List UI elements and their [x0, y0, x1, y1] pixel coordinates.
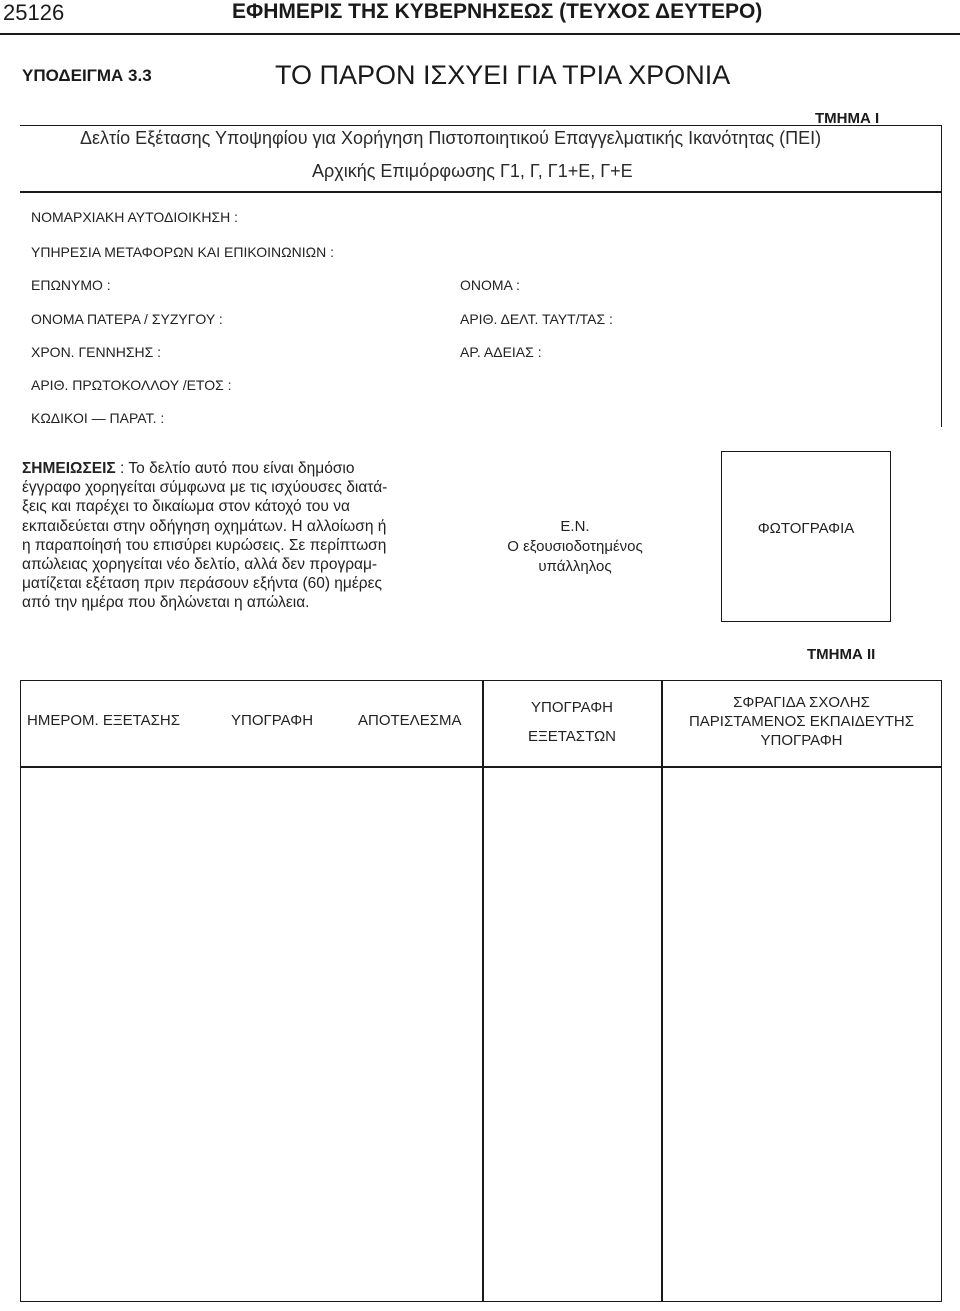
col-school-stamp-line1: ΣΦΡΑΓΙΔΑ ΣΧΟΛΗΣ [733, 694, 870, 711]
form-subtitle: Αρχικής Επιμόρφωσης Γ1, Γ, Γ1+Ε, Γ+Ε [312, 161, 633, 181]
notes-block [22, 459, 422, 613]
authorized-employee-role: υπάλληλος [538, 558, 612, 575]
notes-label: ΣΗΜΕΙΩΣΕΙΣ [22, 460, 116, 477]
authorized-employee-block [460, 517, 690, 577]
field-surname: ΕΠΩΝΥΜΟ : [31, 277, 111, 293]
authorized-employee-title: Ο εξουσιοδοτημένος [507, 538, 643, 555]
col-result: ΑΠΟΤΕΛΕΣΜΑ [358, 712, 462, 729]
field-id-number: ΑΡΙΘ. ΔΕΛΤ. ΤΑΥΤ/ΤΑΣ : [460, 311, 613, 327]
form-title: Δελτίο Εξέτασης Υποψηφίου για Χορήγηση Πιστοποιητικού Επαγγελματικής Ικανότητας (ΠΕΙ) [80, 128, 822, 148]
col-signature: ΥΠΟΓΡΑΦΗ [231, 712, 314, 729]
field-protocol-number: ΑΡΙΘ. ΠΡΩΤΟΚΟΛΛΟΥ /ΕΤΟΣ : [31, 377, 232, 393]
validity-notice: ΤΟ ΠΑΡΟΝ ΙΣΧΥΕΙ ΓΙΑ ΤΡΙΑ ΧΡΟΝΙΑ [275, 60, 731, 90]
field-prefecture: ΝΟΜΑΡΧΙΑΚΗ ΑΥΤΟΔΙΟΙΚΗΣΗ : [31, 209, 239, 225]
form-title-divider [20, 191, 942, 193]
col-exam-date: ΗΜΕΡΟΜ. ΕΞΕΤΑΣΗΣ [27, 712, 181, 729]
field-license-number: ΑΡ. ΑΔΕΙΑΣ : [460, 344, 542, 360]
col-examiners-signature [483, 693, 661, 751]
authorized-employee-initials: Ε.Ν. [560, 518, 590, 535]
gazette-title: ΕΦΗΜΕΡΙΣ ΤΗΣ ΚΥΒΕΡΝΗΣΕΩΣ (ΤΕΥΧΟΣ ΔΕΥΤΕΡΟ) [232, 0, 763, 23]
notes-text: : Το δελτίο αυτό που είναι δημόσιο έγγραφο χορηγείται σύμφωνα με τις ισχύουσες διατά- ξεις και παρέχει το δικαίωμα στον κάτοχό του να εκπαιδεύεται στην οδήγηση οχημάτων. Η αλλοίωση ή η παραποίησή του επισύρει κυρώσεις. Σε περίπτωση απώλειας χορηγείται νέο δελτίο, αλλά δεν προγραμ- ματίζεται εξέταση πριν περάσουν εξήντα (60) ημέρες από την ημέρα που δηλώνεται η απώλεια. [22, 460, 388, 612]
exam-table-divider [661, 681, 663, 1301]
sample-label: ΥΠΟΔΕΙΓΜΑ 3.3 [22, 66, 152, 85]
header-rule [0, 33, 960, 35]
exam-table-header-rule [21, 766, 941, 768]
field-transport-service: ΥΠΗΡΕΣΙΑ ΜΕΤΑΦΟΡΩΝ ΚΑΙ ΕΠΙΚΟΙΝΩΝΙΩΝ : [31, 244, 334, 260]
section-1-label: ΤΜΗΜΑ Ι [815, 110, 880, 127]
col-examiners-signature-line2: ΕΞΕΤΑΣΤΩΝ [527, 728, 617, 745]
section-2-label: ΤΜΗΜΑ ΙΙ [807, 646, 876, 663]
field-codes: ΚΩΔΙΚΟΙ — ΠΑΡΑΤ. : [31, 410, 165, 426]
page-number: 25126 [3, 0, 65, 25]
photo-box [721, 451, 891, 622]
col-school-stamp [662, 693, 941, 750]
field-birth-year: ΧΡΟΝ. ΓΕΝΝΗΣΗΣ : [31, 344, 162, 360]
exam-table [20, 680, 942, 1302]
field-name: ΟΝΟΜΑ : [460, 277, 520, 293]
photo-label: ΦΩΤΟΓΡΑΦΙΑ [757, 520, 855, 537]
exam-table-divider [482, 681, 484, 1301]
col-examiners-signature-line1: ΥΠΟΓΡΑΦΗ [530, 699, 614, 716]
col-school-stamp-line3: ΥΠΟΓΡΑΦΗ [760, 732, 843, 749]
field-father-spouse-name: ΟΝΟΜΑ ΠΑΤΕΡΑ / ΣΥΖΥΓΟΥ : [31, 311, 223, 327]
col-school-stamp-line2: ΠΑΡΙΣΤΑΜΕΝΟΣ ΕΚΠΑΙΔΕΥΤΗΣ [688, 713, 915, 730]
